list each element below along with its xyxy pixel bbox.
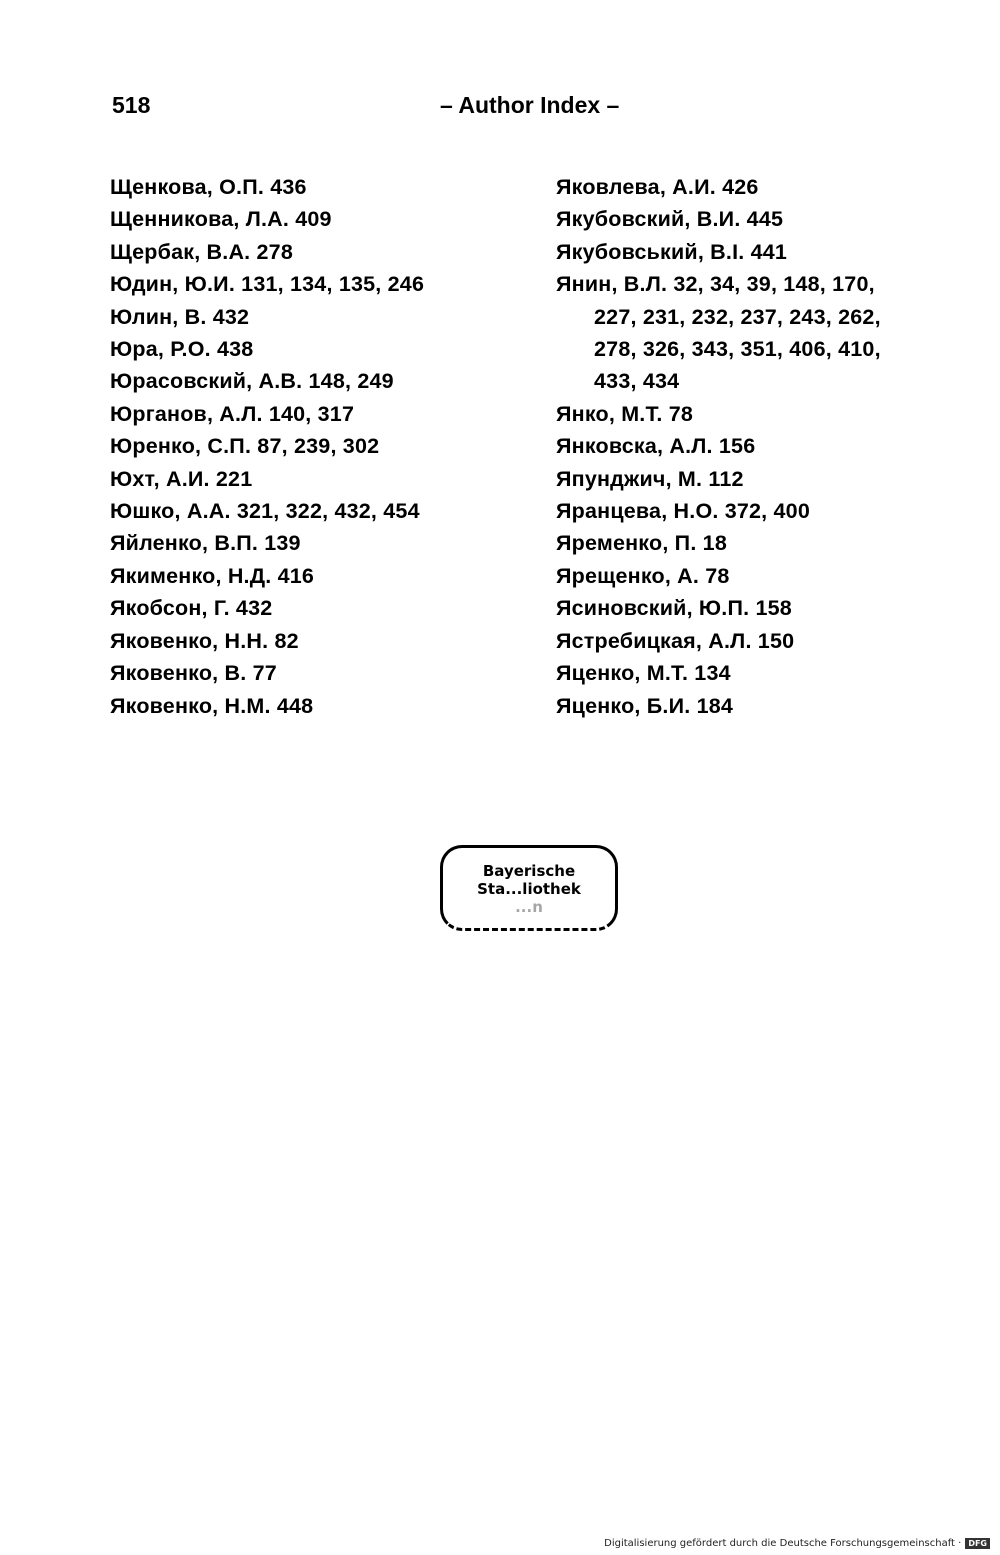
stamp-line-2: Sta...liothek <box>477 880 581 898</box>
running-head: – Author Index – <box>440 92 620 118</box>
index-entry: Щенникова, Л.А. 409 <box>110 207 332 232</box>
stamp-line-1: Bayerische <box>482 862 576 880</box>
index-entry: Яценко, Б.И. 184 <box>556 693 734 718</box>
index-entry: Юдин, Ю.И. 131, 134, 135, 246 <box>110 272 425 297</box>
index-entry: Юра, Р.О. 438 <box>110 337 254 362</box>
index-entry: Ястребицкая, А.Л. 150 <box>556 628 795 653</box>
index-entry: Щенкова, О.П. 436 <box>110 175 307 199</box>
index-column-left <box>110 171 530 722</box>
index-entry: Яковлева, А.И. 426 <box>556 175 759 199</box>
index-entry: Юренко, С.П. 87, 239, 302 <box>110 434 380 459</box>
library-stamp <box>440 845 618 931</box>
index-entry: Якобсон, Г. 432 <box>110 596 273 621</box>
index-column-right <box>556 171 976 722</box>
digitization-footer <box>604 1538 990 1549</box>
index-entry: Яйленко, В.П. 139 <box>110 531 301 556</box>
index-entry: Яременко, П. 18 <box>556 531 727 556</box>
index-entry: Яковенко, Н.М. 448 <box>110 693 314 718</box>
index-entry: Якименко, Н.Д. 416 <box>110 563 315 588</box>
index-entry: Япунджич, М. 112 <box>556 466 744 491</box>
index-entry: Ярещенко, А. 78 <box>556 563 730 588</box>
dfg-logo-icon: DFG <box>965 1538 990 1549</box>
index-entry: Щербак, В.А. 278 <box>110 239 293 264</box>
index-entry: Юхт, А.И. 221 <box>110 466 253 491</box>
index-entry: Янко, М.Т. 78 <box>556 401 694 426</box>
index-entry: Яковенко, В. 77 <box>110 661 277 686</box>
index-entry-continuation: 278, 326, 343, 351, 406, 410, <box>594 337 881 362</box>
index-entry: Юшко, А.А. 321, 322, 432, 454 <box>110 499 420 524</box>
index-entry: Янковска, А.Л. 156 <box>556 434 756 459</box>
index-entry: Юрасовский, А.В. 148, 249 <box>110 369 394 394</box>
page-number: 518 <box>112 92 151 118</box>
index-entry: Ясиновский, Ю.П. 158 <box>556 596 792 621</box>
index-entry: Якубовский, В.И. 445 <box>556 207 784 232</box>
index-entry: Яранцева, Н.О. 372, 400 <box>556 499 811 524</box>
index-entry-continuation: 433, 434 <box>594 369 680 394</box>
index-entry: Юрганов, А.Л. 140, 317 <box>110 401 355 426</box>
index-entry-continuation: 227, 231, 232, 237, 243, 262, <box>594 304 881 329</box>
index-entry: Якубовський, В.І. 441 <box>556 239 788 264</box>
index-entry: Юлин, В. 432 <box>110 304 250 329</box>
index-entry: Янин, В.Л. 32, 34, 39, 148, 170, <box>556 272 875 297</box>
index-entry: Яценко, М.Т. 134 <box>556 661 731 686</box>
footer-text: Digitalisierung gefördert durch die Deutsche Forschungsgemeinschaft · <box>604 1538 962 1549</box>
stamp-line-3: ...n <box>515 898 543 916</box>
index-entry: Яковенко, Н.Н. 82 <box>110 628 299 653</box>
